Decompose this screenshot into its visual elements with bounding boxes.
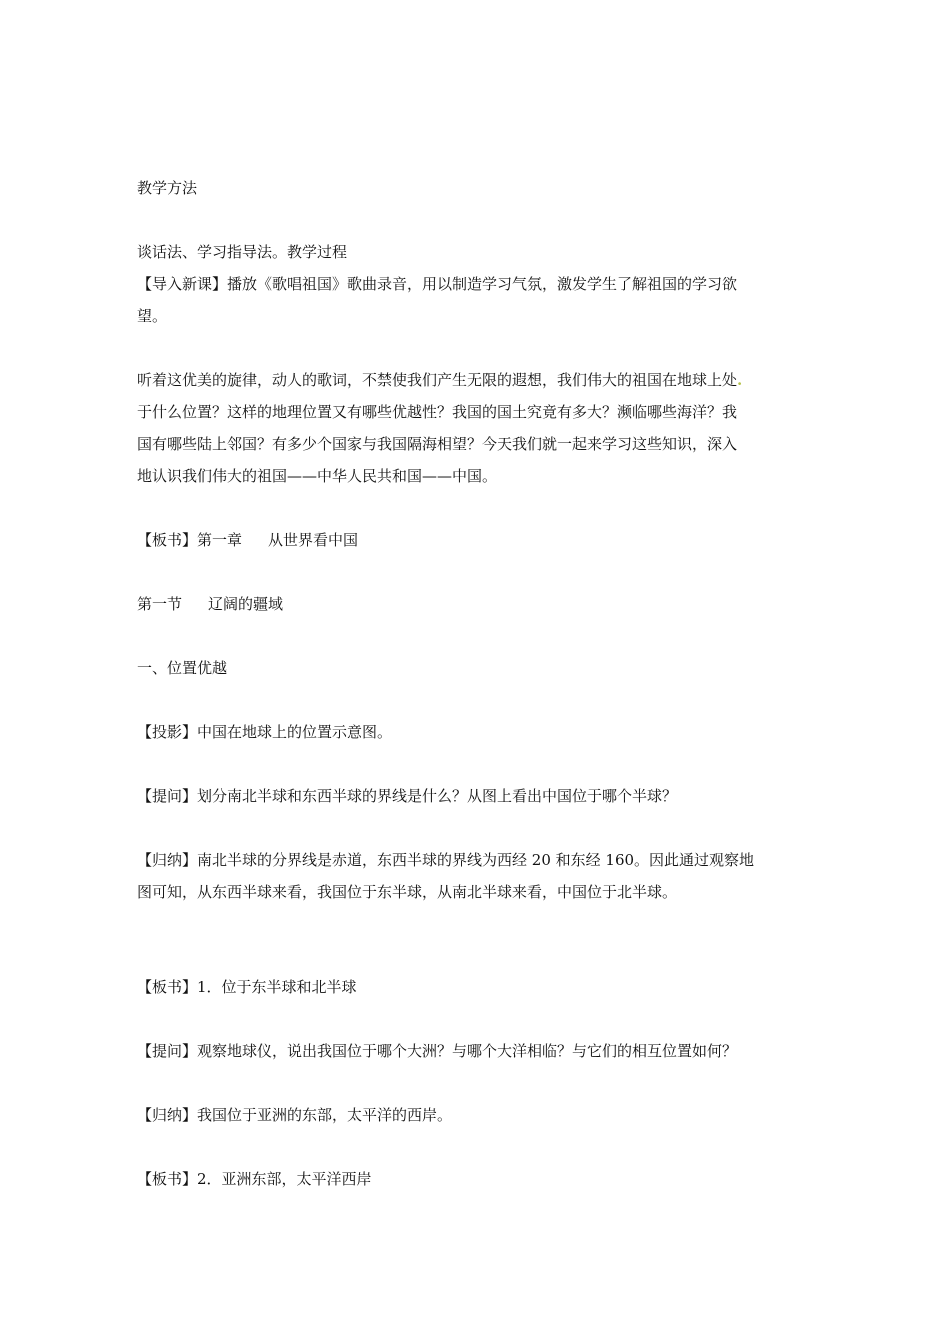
intro-line-1 xyxy=(137,268,827,300)
board-2 xyxy=(137,971,827,1003)
paragraph-text-3: 国有哪些陆上邻国？有多少个国家与我国隔海相望？今天我们就一起来学习这些知识，深入 xyxy=(137,435,738,453)
paragraph-line-1 xyxy=(137,364,827,396)
heading-teaching-method xyxy=(137,172,827,204)
intro-tag: 【导入新课】 xyxy=(137,275,228,293)
board-text: 1．位于东半球和北半球 xyxy=(197,978,357,996)
method-text: 谈话法、学习指导法。教学过程 xyxy=(137,243,348,261)
intro-text-2: 望。 xyxy=(137,307,168,325)
question-1 xyxy=(137,780,827,812)
question-text: 观察地球仪，说出我国位于哪个大洲？与哪个大洋相临？与它们的相互位置如何？ xyxy=(197,1042,738,1060)
question-tag: 【提问】 xyxy=(137,1042,198,1060)
summary-1-line-2 xyxy=(137,876,827,908)
board-3 xyxy=(137,1163,827,1195)
chapter-title: 从世界看中国 xyxy=(268,531,359,549)
question-tag: 【提问】 xyxy=(137,787,198,805)
method-line xyxy=(137,236,827,268)
section-title: 辽阔的疆域 xyxy=(208,595,284,613)
summary-2 xyxy=(137,1099,827,1131)
summary-1-line-1 xyxy=(137,844,827,876)
subheading xyxy=(137,652,827,684)
board-chapter xyxy=(137,524,827,556)
summary-tag: 【归纳】 xyxy=(137,851,198,869)
section-heading xyxy=(137,588,827,620)
paragraph-text-2: 于什么位置？这样的地理位置又有哪些优越性？我国的国土究竟有多大？濒临哪些海洋？我 xyxy=(137,403,738,421)
paragraph-mark: . xyxy=(737,371,743,389)
heading-text: 教学方法 xyxy=(137,179,198,197)
intro-text-1: 播放《歌唱祖国》歌曲录音，用以制造学习气氛，激发学生了解祖国的学习欲 xyxy=(227,275,738,293)
intro-line-2 xyxy=(137,300,827,332)
paragraph-line-2 xyxy=(137,396,827,428)
question-2 xyxy=(137,1035,827,1067)
projection-line xyxy=(137,716,827,748)
summary-text-1: 南北半球的分界线是赤道，东西半球的界线为西经 20 和东经 160。因此通过观察地 xyxy=(197,851,755,869)
question-text: 划分南北半球和东西半球的界线是什么？从图上看出中国位于哪个半球？ xyxy=(197,787,678,805)
board-tag: 【板书】 xyxy=(137,531,198,549)
board-text: 2．亚洲东部，太平洋西岸 xyxy=(197,1170,372,1188)
paragraph-text-1: 听着这优美的旋律，动人的歌词，不禁使我们产生无限的遐想，我们伟大的祖国在地球上处 xyxy=(137,371,738,389)
projection-text: 中国在地球上的位置示意图。 xyxy=(197,723,393,741)
board-tag: 【板书】 xyxy=(137,978,198,996)
paragraph-line-4 xyxy=(137,460,827,492)
projection-tag: 【投影】 xyxy=(137,723,198,741)
summary-text: 我国位于亚洲的东部，太平洋的西岸。 xyxy=(197,1106,453,1124)
section-label: 第一节 xyxy=(137,595,183,613)
paragraph-text-4: 地认识我们伟大的祖国——中华人民共和国——中国。 xyxy=(137,467,498,485)
paragraph-line-3 xyxy=(137,428,827,460)
summary-text-2: 图可知，从东西半球来看，我国位于东半球，从南北半球来看，中国位于北半球。 xyxy=(137,883,678,901)
summary-tag: 【归纳】 xyxy=(137,1106,198,1124)
board-tag: 【板书】 xyxy=(137,1170,198,1188)
chapter-label: 第一章 xyxy=(197,531,243,549)
subheading-text: 一、位置优越 xyxy=(137,659,228,677)
